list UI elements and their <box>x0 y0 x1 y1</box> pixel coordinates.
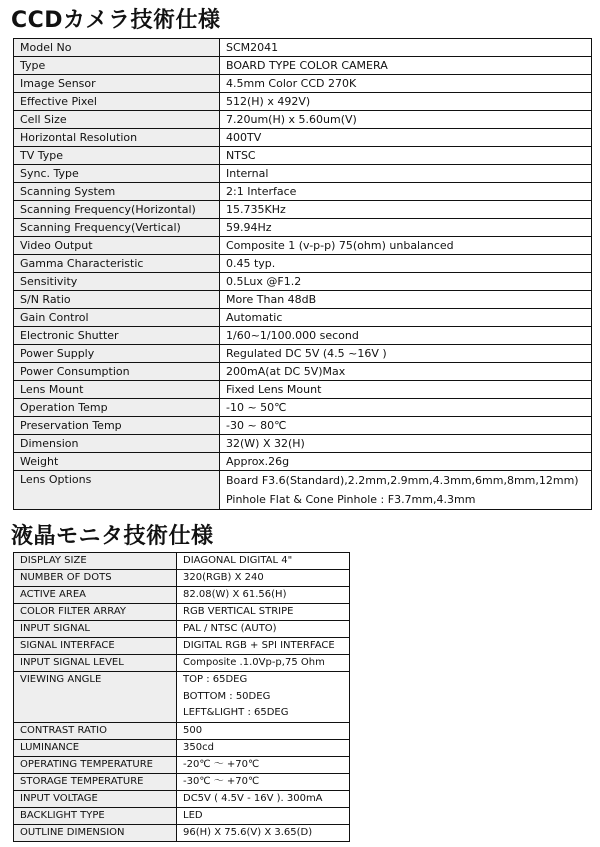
ccd-spec-row <box>14 219 592 237</box>
lcd-spec-row <box>14 604 350 621</box>
spec-value-line: TOP : 65DEG <box>183 674 248 685</box>
ccd-spec-row <box>14 93 592 111</box>
ccd-spec-row <box>14 453 592 471</box>
spec-value: DIGITAL RGB + SPI INTERFACE <box>177 638 350 655</box>
lcd-spec-row <box>14 807 350 824</box>
ccd-spec-row <box>14 57 592 75</box>
ccd-spec-row <box>14 309 592 327</box>
spec-value: 15.735KHz <box>220 201 592 219</box>
spec-value: 350cd <box>177 739 350 756</box>
spec-label: Type <box>14 57 220 75</box>
lcd-spec-row <box>14 824 350 841</box>
ccd-spec-row <box>14 165 592 183</box>
spec-value-line: BOTTOM : 50DEG <box>183 690 271 702</box>
spec-label: OUTLINE DIMENSION <box>14 824 177 841</box>
ccd-spec-row <box>14 417 592 435</box>
lcd-spec-row <box>14 790 350 807</box>
spec-value: 4.5mm Color CCD 270K <box>220 75 592 93</box>
spec-label: S/N Ratio <box>14 291 220 309</box>
spec-label: Power Consumption <box>14 363 220 381</box>
spec-value: -30℃ ～ +70℃ <box>177 773 350 790</box>
ccd-spec-row <box>14 39 592 57</box>
spec-value: Fixed Lens Mount <box>220 381 592 399</box>
spec-value: 0.5Lux @F1.2 <box>220 273 592 291</box>
spec-value: 512(H) x 492V) <box>220 93 592 111</box>
spec-value: -30 ~ 80℃ <box>220 417 592 435</box>
spec-value: 500 <box>177 722 350 739</box>
spec-value: RGB VERTICAL STRIPE <box>177 604 350 621</box>
lcd-spec-row <box>14 722 350 739</box>
spec-value: -20℃ ～ +70℃ <box>177 756 350 773</box>
ccd-spec-row <box>14 201 592 219</box>
spec-label: Image Sensor <box>14 75 220 93</box>
spec-value: 0.45 typ. <box>220 255 592 273</box>
spec-label: CONTRAST RATIO <box>14 722 177 739</box>
spec-value-line: Board F3.6(Standard),2.2mm,2.9mm,4.3mm,6mm,8mm,12mm) <box>226 474 579 487</box>
spec-label: Preservation Temp <box>14 417 220 435</box>
ccd-spec-row <box>14 435 592 453</box>
spec-label: COLOR FILTER ARRAY <box>14 604 177 621</box>
spec-label: SIGNAL INTERFACE <box>14 638 177 655</box>
spec-label: Cell Size <box>14 111 220 129</box>
spec-label: Operation Temp <box>14 399 220 417</box>
spec-value: 200mA(at DC 5V)Max <box>220 363 592 381</box>
spec-label: Gain Control <box>14 309 220 327</box>
spec-value: NTSC <box>220 147 592 165</box>
ccd-spec-row <box>14 327 592 345</box>
spec-value: 32(W) X 32(H) <box>220 435 592 453</box>
ccd-spec-row <box>14 147 592 165</box>
spec-value: Composite .1.0Vp-p,75 Ohm <box>177 655 350 672</box>
ccd-spec-row <box>14 363 592 381</box>
spec-label: Scanning System <box>14 183 220 201</box>
spec-label: Weight <box>14 453 220 471</box>
spec-label: Horizontal Resolution <box>14 129 220 147</box>
spec-label: Power Supply <box>14 345 220 363</box>
spec-value-line: LEFT&LIGHT : 65DEG <box>183 707 289 718</box>
spec-label: INPUT VOLTAGE <box>14 790 177 807</box>
spec-value: LED <box>177 807 350 824</box>
spec-label: DISPLAY SIZE <box>14 553 177 570</box>
ccd-spec-title: CCDカメラ技術仕様 <box>11 8 221 33</box>
spec-label: Video Output <box>14 237 220 255</box>
spec-label: BACKLIGHT TYPE <box>14 807 177 824</box>
spec-value: 82.08(W) X 61.56(H) <box>177 587 350 604</box>
spec-value-line: Pinhole Flat & Cone Pinhole : F3.7mm,4.3mm <box>226 493 476 506</box>
spec-value: Regulated DC 5V (4.5 ~16V ) <box>220 345 592 363</box>
spec-label: TV Type <box>14 147 220 165</box>
spec-value: DIAGONAL DIGITAL 4" <box>177 553 350 570</box>
spec-label: Sync. Type <box>14 165 220 183</box>
ccd-spec-row <box>14 471 592 510</box>
spec-value-cell <box>177 672 350 723</box>
ccd-spec-row <box>14 291 592 309</box>
lcd-spec-row <box>14 672 350 723</box>
ccd-spec-row <box>14 183 592 201</box>
spec-label: INPUT SIGNAL <box>14 621 177 638</box>
spec-value: 96(H) X 75.6(V) X 3.65(D) <box>177 824 350 841</box>
lcd-spec-row <box>14 621 350 638</box>
spec-label: Lens Options <box>14 471 220 510</box>
spec-label: Electronic Shutter <box>14 327 220 345</box>
spec-label: Effective Pixel <box>14 93 220 111</box>
spec-label: STORAGE TEMPERATURE <box>14 773 177 790</box>
ccd-spec-row <box>14 399 592 417</box>
spec-value: PAL / NTSC (AUTO) <box>177 621 350 638</box>
spec-value: 7.20um(H) x 5.60um(V) <box>220 111 592 129</box>
lcd-spec-row <box>14 570 350 587</box>
spec-value: Internal <box>220 165 592 183</box>
spec-value: DC5V ( 4.5V - 16V ). 300mA <box>177 790 350 807</box>
lcd-spec-row <box>14 756 350 773</box>
ccd-spec-table <box>13 38 592 510</box>
spec-label: Scanning Frequency(Vertical) <box>14 219 220 237</box>
ccd-spec-row <box>14 129 592 147</box>
spec-label: Model No <box>14 39 220 57</box>
spec-label: INPUT SIGNAL LEVEL <box>14 655 177 672</box>
spec-label: Scanning Frequency(Horizontal) <box>14 201 220 219</box>
spec-label: NUMBER OF DOTS <box>14 570 177 587</box>
lcd-spec-row <box>14 587 350 604</box>
spec-label: VIEWING ANGLE <box>14 672 177 723</box>
spec-value: Automatic <box>220 309 592 327</box>
lcd-spec-row <box>14 553 350 570</box>
ccd-spec-row <box>14 75 592 93</box>
spec-value: 59.94Hz <box>220 219 592 237</box>
ccd-spec-row <box>14 255 592 273</box>
lcd-spec-title: 液晶モニタ技術仕様 <box>11 524 214 549</box>
spec-value: More Than 48dB <box>220 291 592 309</box>
spec-value: SCM2041 <box>220 39 592 57</box>
ccd-spec-row <box>14 273 592 291</box>
ccd-spec-row <box>14 345 592 363</box>
lcd-spec-row <box>14 655 350 672</box>
spec-label: Gamma Characteristic <box>14 255 220 273</box>
lcd-spec-table <box>13 552 350 842</box>
lcd-spec-row <box>14 773 350 790</box>
ccd-spec-row <box>14 111 592 129</box>
spec-value: Composite 1 (v-p-p) 75(ohm) unbalanced <box>220 237 592 255</box>
spec-value: 320(RGB) X 240 <box>177 570 350 587</box>
lcd-spec-row <box>14 739 350 756</box>
lcd-spec-row <box>14 638 350 655</box>
spec-label: Lens Mount <box>14 381 220 399</box>
spec-label: Dimension <box>14 435 220 453</box>
spec-value: 400TV <box>220 129 592 147</box>
spec-value: 1/60~1/100.000 second <box>220 327 592 345</box>
spec-label: OPERATING TEMPERATURE <box>14 756 177 773</box>
spec-value: -10 ~ 50℃ <box>220 399 592 417</box>
spec-label: LUMINANCE <box>14 739 177 756</box>
spec-value: 2:1 Interface <box>220 183 592 201</box>
spec-value-cell <box>220 471 592 510</box>
spec-value: Approx.26g <box>220 453 592 471</box>
spec-label: ACTIVE AREA <box>14 587 177 604</box>
spec-value: BOARD TYPE COLOR CAMERA <box>220 57 592 75</box>
ccd-spec-row <box>14 237 592 255</box>
ccd-spec-row <box>14 381 592 399</box>
spec-label: Sensitivity <box>14 273 220 291</box>
